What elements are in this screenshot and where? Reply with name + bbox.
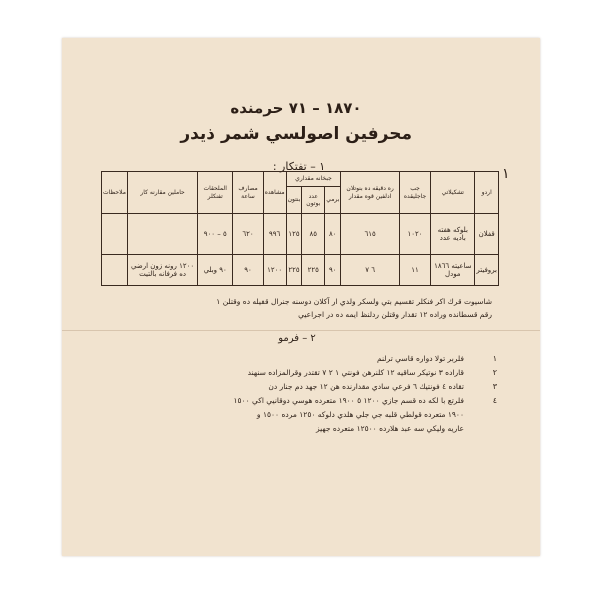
table-cell: ٥ – ٩٠٠ [198, 214, 233, 255]
table-cell: ٦ ٧ [341, 255, 399, 286]
table-header-row [102, 172, 499, 187]
header-cell: ره دقيقه ده بنوتلان ادلفين قوه مقدار [341, 172, 399, 214]
note-line: رقم قسطانده وراده ١٢ تقدار وقتلن ردلنظ ايمه ده در اجراعيي [298, 310, 492, 319]
item-text: قاراده ٣ نوتيكر ساقيه ١٢ كلنرهن فونتي ١ ٢ ٧ تقتدر وقرالمزاده سنهند [247, 368, 464, 377]
item-text: عاريه وليكي سه عبد هلارده ١٢٥٠٠ متعرده جهيز [315, 424, 464, 433]
header-cell: الملحقات تفنكلر [198, 172, 233, 214]
table-row [102, 255, 499, 286]
data-table [101, 171, 499, 286]
item-text: فلرتع با لكه ده قسم جازي ١٢٠٠ ٥ ١٩٠٠ متعرده هوسي دوقانيي اكي ١٥٠٠ [233, 396, 464, 405]
page-number: ١ [502, 166, 510, 182]
table-cell: ١٢٠٠ رونه زون ارضي ده فرفانه بالتيت [127, 255, 197, 286]
item-number: ٣ [492, 382, 497, 391]
table-cell: ٩٠ [233, 255, 263, 286]
table-cell: قفلان [475, 214, 499, 255]
table-cell: بلوكه هفته باديه عدد [431, 214, 475, 255]
section-2-heading: ٢ – فرمو [278, 333, 316, 344]
header-cell: مشاهده [263, 172, 286, 214]
header-cell: مصارف ساعة [233, 172, 263, 214]
table-cell [102, 255, 128, 286]
header-cell: حاملين مقارنه كار [127, 172, 197, 214]
document-date: ١٨٧٠ – ٧١ حرمنده [230, 99, 362, 117]
item-text: فلربر تولا دواره قاسي ترلنم [377, 354, 464, 363]
fold-crease [62, 330, 540, 331]
item-text: ١٩٠٠ متعرده قولطي قلبه جي جلي هلدي دلوكه ١٢٥٠ مرده ١٥٠٠ و [256, 410, 464, 419]
section-1-heading: ١ – تفتكار : [272, 160, 326, 173]
item-number: ١ [492, 354, 497, 363]
table-cell: ٩٠ [325, 255, 341, 286]
table-cell [127, 214, 197, 255]
header-cell: جب جاجليقده [399, 172, 430, 214]
table-cell: ٩٠ وبلي [198, 255, 233, 286]
subheader-cell: برمي [325, 187, 341, 214]
table-cell: ٢٢٥ [286, 255, 302, 286]
table-cell: ٨٥ [302, 214, 325, 255]
table-cell: ٨٠ [325, 214, 341, 255]
table-cell: ١٢٠٠ [263, 255, 286, 286]
header-cell: اردو [475, 172, 499, 214]
table-cell: ٦١٥ [341, 214, 399, 255]
document-title: محرفين اصولسي شمر ذيدر [180, 124, 412, 144]
item-number: ٢ [492, 368, 497, 377]
note-line: شاسيوت قرك اكر فنكلر تقسيم بتي ولسكر ولدي ار آكلان دوسنه جنرال قفيله ده وقتلن ١ [216, 297, 492, 306]
item-number: ٤ [492, 396, 497, 405]
table-cell: ٦٢٠ [233, 214, 263, 255]
table-cell: بروفيتر [475, 255, 499, 286]
item-text: تقاده ٤ فونتيك ٦ فرعي سادي مقدارنده هن ١٢ جهد دم جنار دن [268, 382, 464, 391]
table-cell [102, 214, 128, 255]
header-cell: تشكيلاتي [431, 172, 475, 214]
subheader-cell: بنتون [286, 187, 302, 214]
table-cell: ٩٩٦ [263, 214, 286, 255]
table-cell: ١١ [399, 255, 430, 286]
table-cell: ١٢٥ [286, 214, 302, 255]
table-cell: ٢٢٥ [302, 255, 325, 286]
document-page [62, 38, 540, 556]
table-row [102, 214, 499, 255]
table-cell: ساعيته ١٨٦٦ مودل [431, 255, 475, 286]
header-cell: جبخانه مقداري [286, 172, 341, 187]
subheader-cell: عدد بوتون [302, 187, 325, 214]
table-cell: ١٠٢٠ [399, 214, 430, 255]
header-cell: ملاحظات [102, 172, 128, 214]
